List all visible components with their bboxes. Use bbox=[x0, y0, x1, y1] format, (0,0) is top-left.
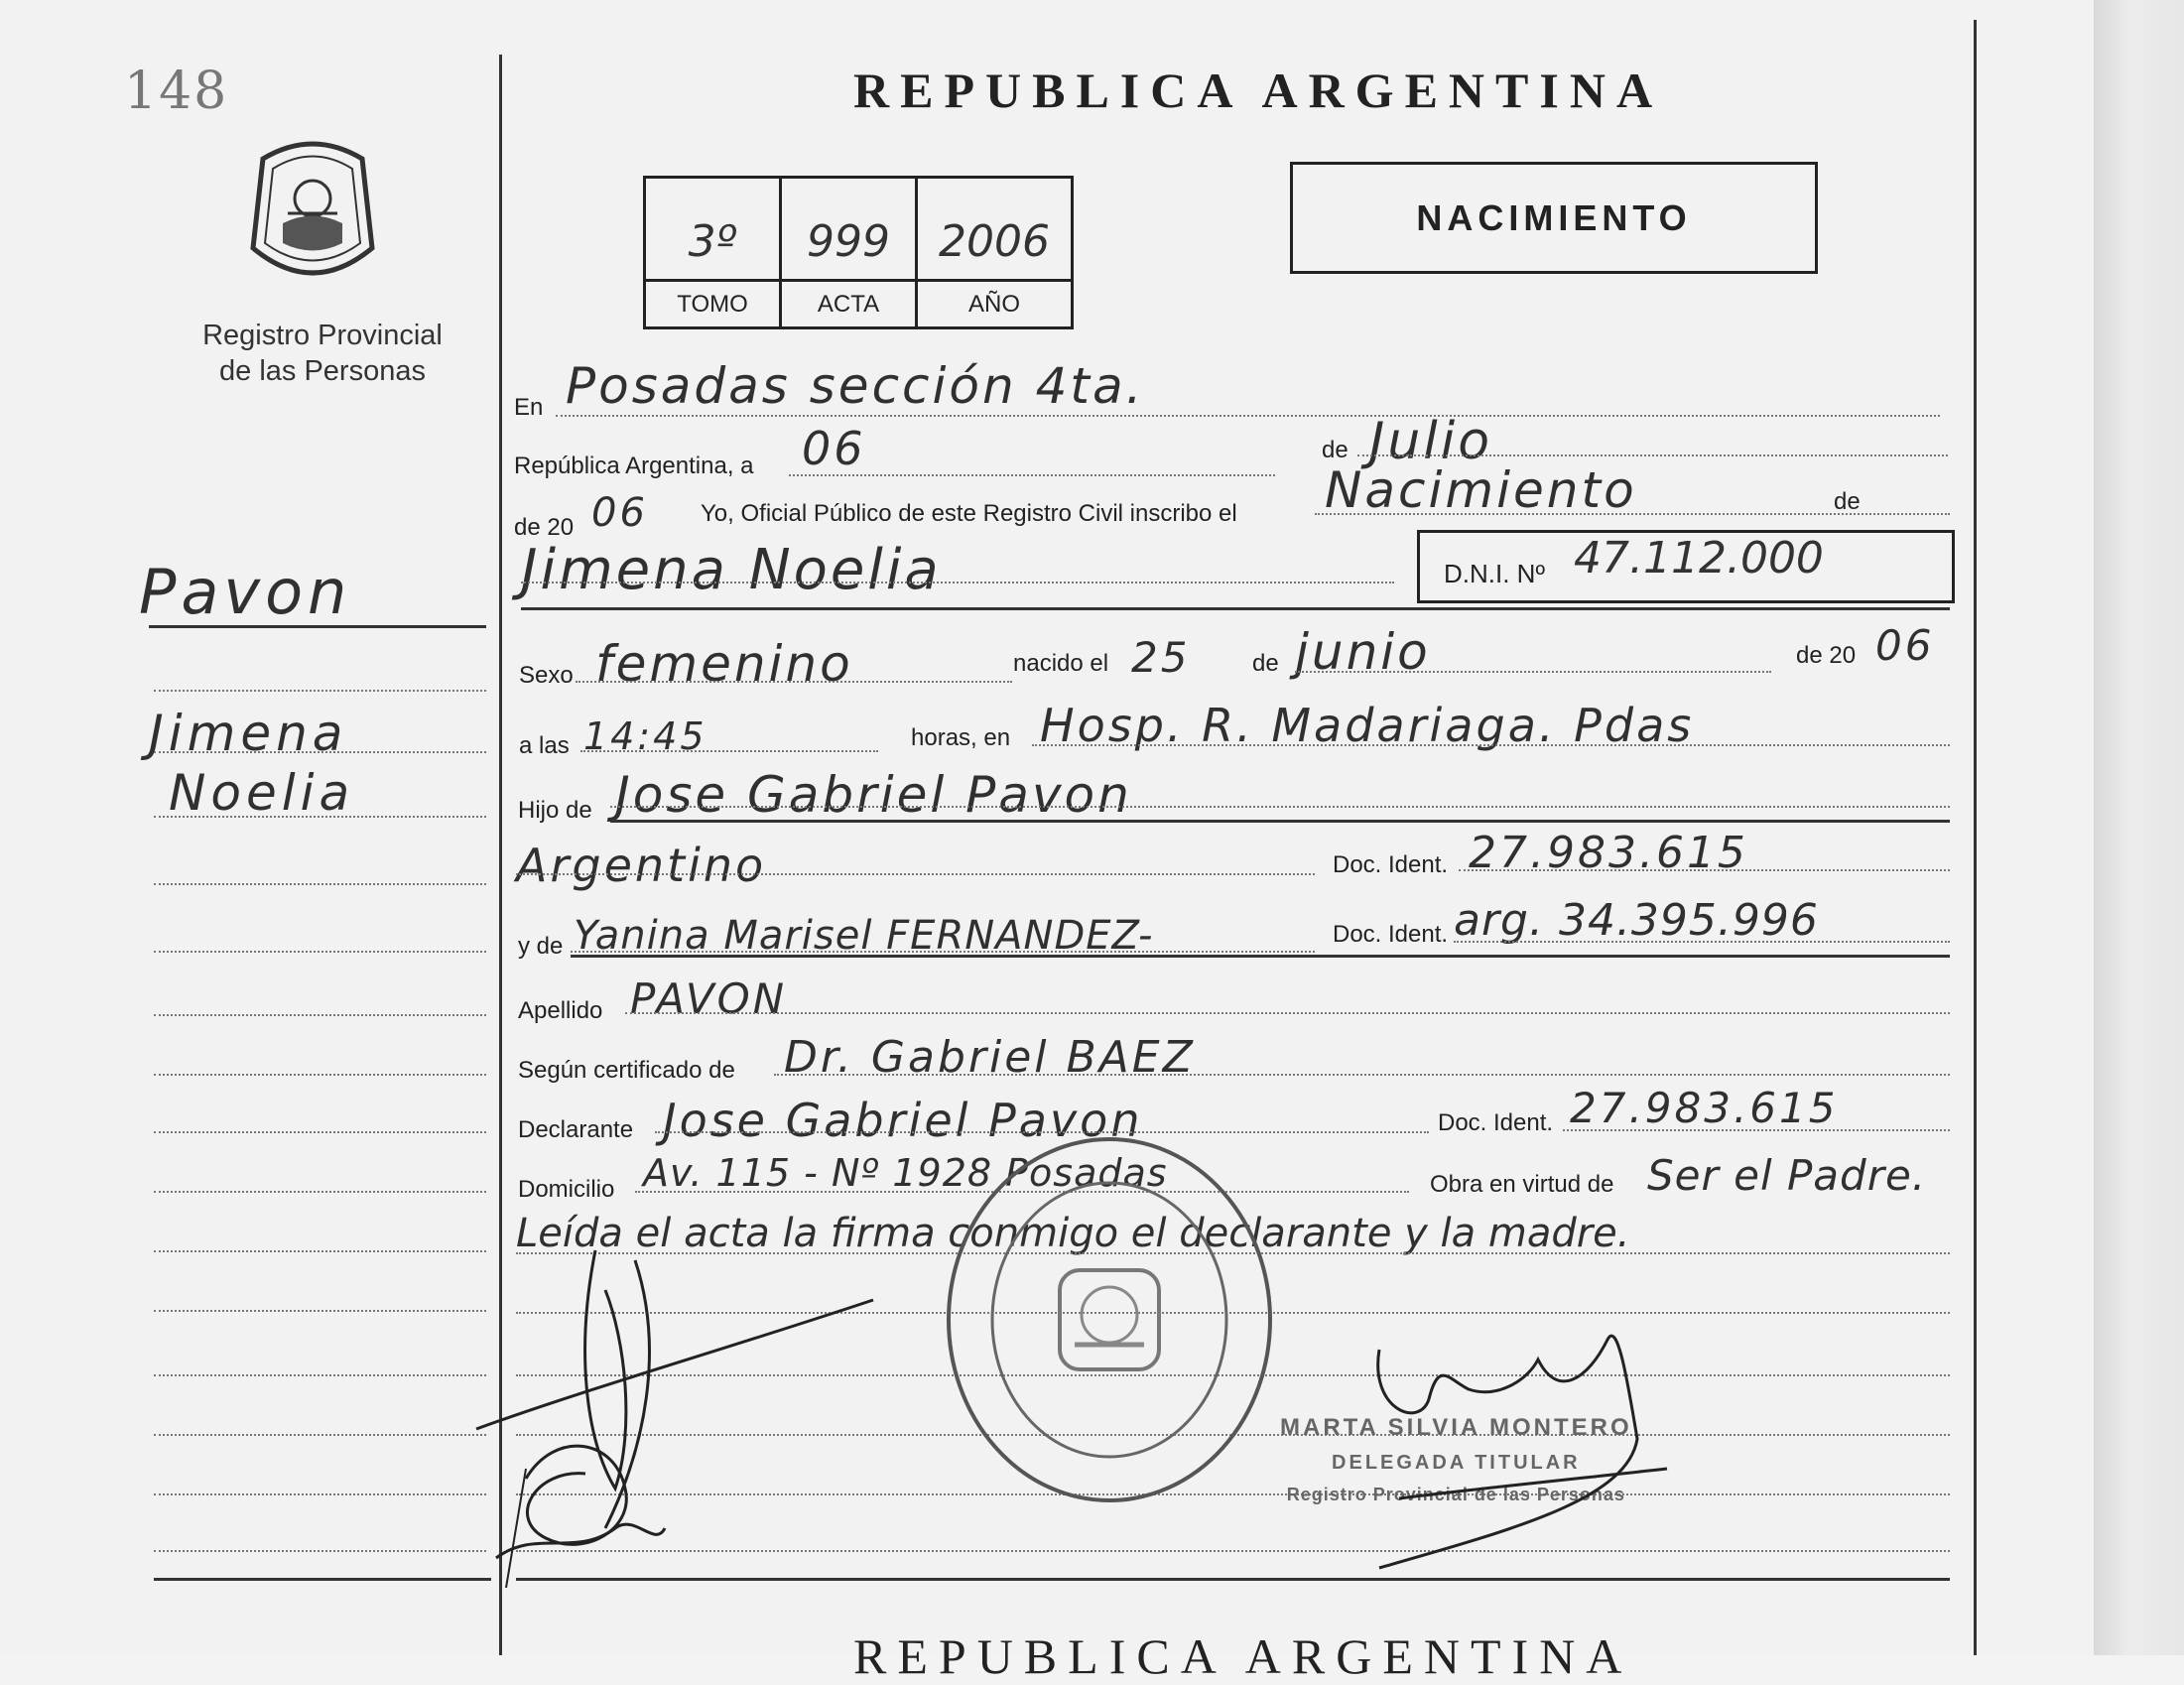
birth-year-value: 06 bbox=[1875, 621, 1935, 670]
month-value: Julio bbox=[1369, 412, 1493, 471]
apellido-value: PAVON bbox=[630, 974, 788, 1023]
doc3-label: Doc. Ident. bbox=[1438, 1109, 1554, 1136]
republica-label: República Argentina, a bbox=[514, 453, 754, 479]
tomo-value: 3º bbox=[688, 216, 737, 267]
father-line bbox=[610, 806, 1950, 808]
birth-month-value: junio bbox=[1295, 623, 1431, 681]
registry-name bbox=[179, 318, 466, 389]
margin-line bbox=[154, 1250, 486, 1252]
apellido-line bbox=[625, 1012, 1950, 1014]
mother-doc: arg. 34.395.996 bbox=[1454, 895, 1819, 946]
sexo-label: Sexo bbox=[519, 662, 574, 689]
ano-value: 2006 bbox=[939, 216, 1050, 267]
margin-line bbox=[154, 1131, 486, 1133]
dni-box bbox=[1417, 530, 1955, 603]
year-value: 06 bbox=[591, 490, 648, 536]
official-name: MARTA SILVIA MONTERO bbox=[1280, 1414, 1632, 1441]
domicilio-value: Av. 115 - Nº 1928 Posadas bbox=[643, 1151, 1168, 1195]
child-name-line bbox=[521, 582, 1394, 583]
margin-line bbox=[154, 1374, 486, 1376]
horas-label: horas, en bbox=[911, 724, 1011, 751]
margin-line bbox=[154, 1550, 486, 1552]
month-line bbox=[1357, 454, 1948, 456]
official-org: Registro Provincial de las Personas bbox=[1286, 1485, 1625, 1504]
declarante-doc: 27.983.615 bbox=[1570, 1084, 1839, 1132]
nacido-label: nacido el bbox=[1013, 650, 1109, 677]
margin-line bbox=[154, 751, 486, 753]
tomo-cell bbox=[646, 179, 782, 326]
en-label: En bbox=[514, 394, 544, 421]
page-edge bbox=[2094, 0, 2184, 1655]
a-las-label: a las bbox=[519, 732, 570, 759]
birth-day-value: 25 bbox=[1131, 633, 1191, 682]
de3-label: de bbox=[1252, 650, 1279, 677]
acta-value: 999 bbox=[807, 216, 890, 267]
tomo-label: TOMO bbox=[646, 279, 779, 326]
birth-month-line bbox=[1295, 671, 1771, 673]
ano-cell bbox=[918, 179, 1071, 326]
margin-line bbox=[154, 1434, 486, 1436]
registry-stamp-icon bbox=[941, 1131, 1278, 1508]
father-value: Jose Gabriel Pavon bbox=[615, 766, 1132, 824]
nationality-line bbox=[516, 873, 1315, 875]
closing-value: Leída el acta la firma conmigo el declarante y la madre. bbox=[516, 1211, 1630, 1256]
folio-number: 148 bbox=[124, 62, 229, 121]
margin-bottom-line bbox=[154, 1578, 491, 1581]
right-border bbox=[1974, 20, 1977, 1655]
margin-line bbox=[154, 1493, 486, 1495]
declarante-doc-line bbox=[1563, 1129, 1950, 1131]
declarante-value: Jose Gabriel Pavon bbox=[663, 1094, 1143, 1147]
hour-line bbox=[580, 750, 878, 752]
father-doc: 27.983.615 bbox=[1469, 828, 1748, 878]
en-value: Posadas sección 4ta. bbox=[566, 357, 1145, 415]
declarant-signature-icon bbox=[466, 1231, 883, 1608]
yo-text: Yo, Oficial Público de este Registro Civil inscribo el bbox=[701, 500, 1237, 527]
margin-surname-line bbox=[149, 625, 486, 628]
margin-line bbox=[154, 690, 486, 692]
margin-line bbox=[154, 883, 486, 885]
hour-value: 14:45 bbox=[583, 714, 707, 758]
sexo-line bbox=[576, 681, 1012, 683]
certificado-label: Según certificado de bbox=[518, 1057, 735, 1084]
apellido-label: Apellido bbox=[518, 997, 603, 1024]
ano-label: AÑO bbox=[918, 279, 1071, 326]
obra-label: Obra en virtud de bbox=[1430, 1171, 1614, 1198]
acta-cell bbox=[782, 179, 918, 326]
child-name-value: Jimena Noelia bbox=[521, 538, 942, 602]
en-line bbox=[556, 415, 1940, 417]
margin-line bbox=[154, 1074, 486, 1076]
doc-label: Doc. Ident. bbox=[1333, 851, 1449, 878]
certificado-line bbox=[774, 1074, 1950, 1076]
margin-line bbox=[154, 816, 486, 818]
provincial-seal-icon bbox=[243, 129, 382, 293]
margin-given-1: Jimena bbox=[149, 705, 348, 762]
margin-surname: Pavon bbox=[139, 556, 352, 628]
obra-value: Ser el Padre. bbox=[1647, 1151, 1927, 1200]
name-section-rule bbox=[521, 607, 1950, 610]
mother-line bbox=[571, 951, 1315, 953]
acta-label: ACTA bbox=[782, 279, 915, 326]
registry-line-2: de las Personas bbox=[219, 355, 426, 387]
acta-reference-box bbox=[643, 176, 1074, 329]
margin-given-2: Noelia bbox=[169, 764, 355, 822]
official-role: DELEGADA TITULAR bbox=[1332, 1452, 1581, 1474]
mother-doc-line bbox=[1454, 941, 1950, 943]
year-prefix-label: de 20 bbox=[514, 514, 575, 541]
margin-line bbox=[154, 951, 486, 953]
margin-line bbox=[154, 1191, 486, 1193]
father-nationality: Argentino bbox=[516, 839, 767, 892]
sexo-value: femenino bbox=[595, 635, 853, 693]
de2-label: de bbox=[1834, 488, 1861, 515]
margin-line bbox=[154, 1310, 486, 1312]
dni-label: D.N.I. Nº bbox=[1444, 559, 1545, 588]
hijo-label: Hijo de bbox=[518, 797, 592, 824]
place-value: Hosp. R. Madariaga. Pdas bbox=[1040, 699, 1695, 752]
document-title: REPUBLICA ARGENTINA bbox=[853, 63, 1664, 118]
year2-prefix-label: de 20 bbox=[1796, 642, 1857, 669]
mother-value: Yanina Marisel FERNANDEZ- bbox=[574, 913, 1154, 959]
registry-line-1: Registro Provincial bbox=[202, 320, 443, 351]
de-label: de bbox=[1322, 437, 1349, 463]
place-line bbox=[1032, 744, 1950, 746]
parents-rule bbox=[571, 955, 1950, 958]
certificado-value: Dr. Gabriel BAEZ bbox=[784, 1032, 1196, 1083]
father-rule bbox=[610, 820, 1950, 823]
margin-line bbox=[154, 1014, 486, 1016]
father-doc-line bbox=[1459, 869, 1950, 871]
domicilio-label: Domicilio bbox=[518, 1176, 615, 1203]
inscribe-line bbox=[1315, 513, 1950, 515]
inscribe-value: Nacimiento bbox=[1325, 461, 1637, 519]
y-de-label: y de bbox=[518, 933, 564, 960]
record-type-box: NACIMIENTO bbox=[1290, 162, 1818, 274]
doc2-label: Doc. Ident. bbox=[1333, 921, 1449, 948]
declarante-label: Declarante bbox=[518, 1116, 634, 1143]
official-signature-icon bbox=[1359, 1320, 1687, 1588]
day-value: 06 bbox=[802, 422, 866, 475]
next-page-title: REPUBLICA ARGENTINA bbox=[853, 1628, 1633, 1684]
dni-value: 47.112.000 bbox=[1574, 533, 1824, 583]
day-line bbox=[789, 474, 1275, 476]
